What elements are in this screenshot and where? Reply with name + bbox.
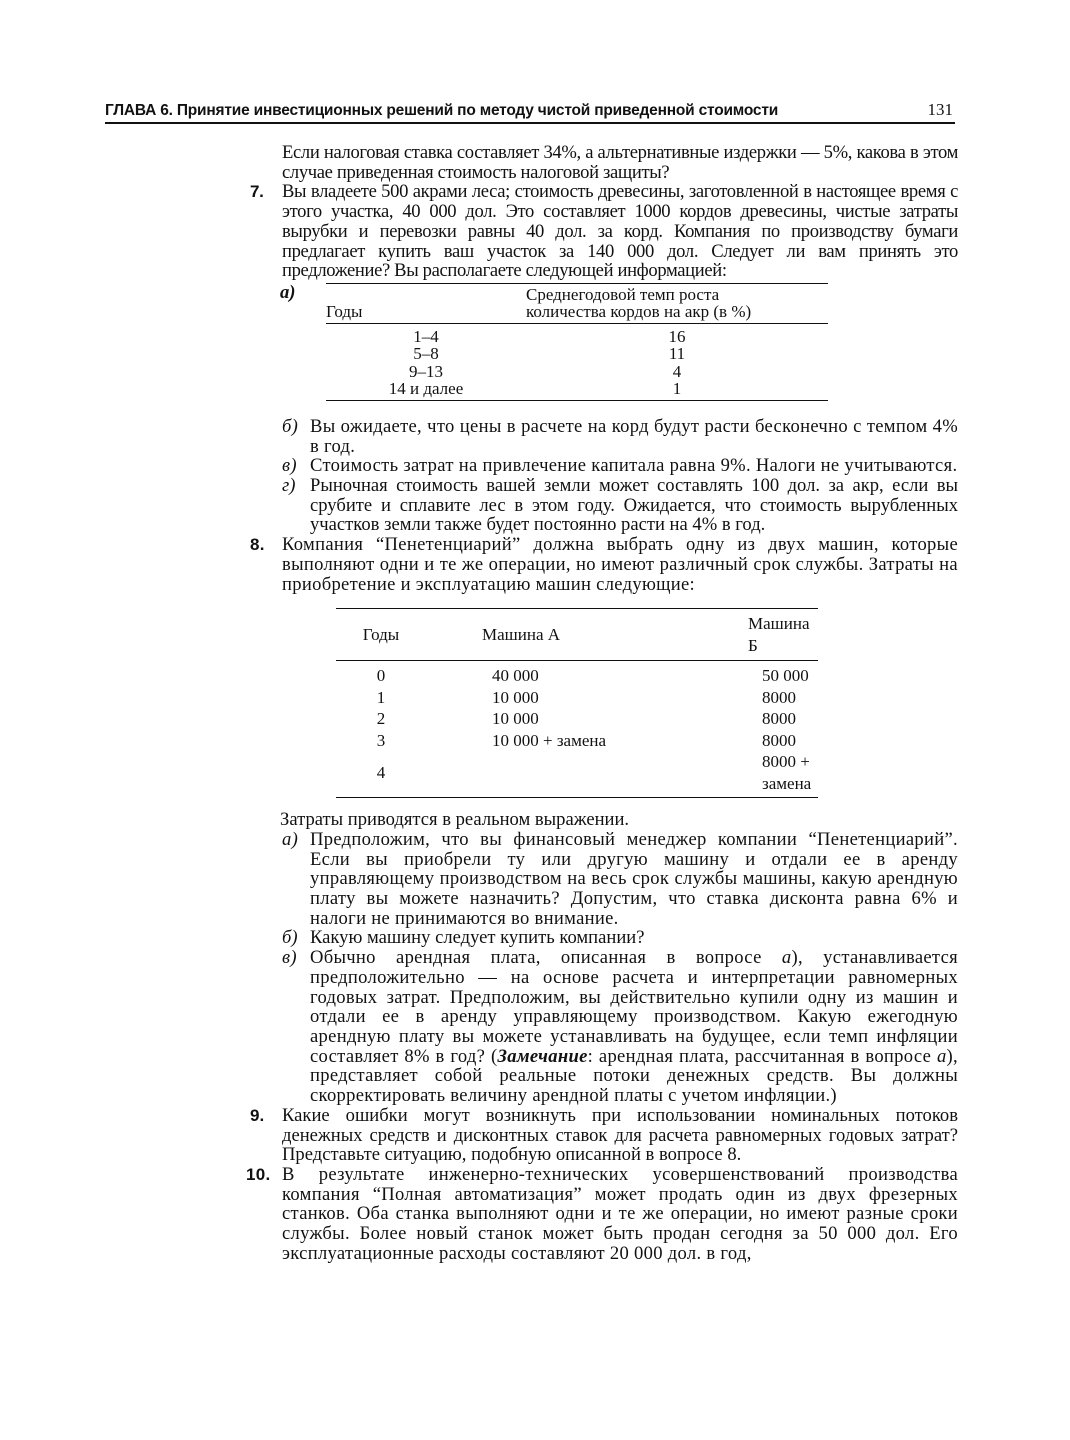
question-9 xyxy=(252,1106,958,1165)
machine-b-cell: 8000 xyxy=(762,687,796,707)
year-cell: 3 xyxy=(376,730,386,750)
sub-text: Какую машину следует купить компании? xyxy=(310,927,645,949)
q8-machine-table xyxy=(336,608,818,798)
table-header-years: Годы xyxy=(326,283,526,323)
table-row xyxy=(326,345,828,363)
question-text: Компания “Пенетенциарий” должна выбрать одну из двух машин, которые выполняют одни и те же операции, но имеют различный срок службы. Затраты на приобретение и эксплуатацию машин следующие: xyxy=(282,534,958,595)
page-header xyxy=(105,100,955,124)
machine-a-cell: 40 000 xyxy=(492,666,539,686)
q7-c xyxy=(252,456,958,476)
years-cell: 5–8 xyxy=(413,344,439,364)
sub-text-part: : арендная плата, рассчитанная в вопросе xyxy=(587,1045,937,1067)
question-number: 7. xyxy=(250,182,264,202)
table-row xyxy=(336,730,818,752)
question-text: Вы владеете 500 акрами леса; стоимость древесины, заготовленной в настоящее время с этого участка, 40 000 дол. Это составляет 1000 кордов древесины, чистые затраты вырубки и перевозки равны 40 дол. за корд. Компания по производству бумаги предлагает купить ваш участок за 140 000 дол. Следует ли вам принять это предложение? Вы располагаете следующей информацией: xyxy=(282,181,958,282)
table-header-years: Годы xyxy=(336,609,426,661)
sub-label: в) xyxy=(282,455,297,477)
machine-a-cell xyxy=(426,751,662,798)
sub-label: б) xyxy=(282,927,298,949)
sub-label: а) xyxy=(282,828,299,850)
page-number: 131 xyxy=(927,100,953,119)
q7-table-block xyxy=(252,283,958,401)
table-header-rate-line1: Среднегодовой темп роста xyxy=(526,284,720,304)
machine-b-cell: 50 000 xyxy=(762,666,809,686)
year-cell: 2 xyxy=(376,709,386,729)
q7-a-label: а) xyxy=(280,281,296,303)
year-cell: 0 xyxy=(376,666,386,686)
machine-a-cell: 10 000 xyxy=(492,709,539,729)
machine-b-cell: 8000 xyxy=(762,709,796,729)
q8-c xyxy=(252,948,958,1106)
rate-cell: 1 xyxy=(526,380,828,400)
sub-text: Вы ожидаете, что цены в расчете на корд будут расти бесконечно с темпом 4% в год. xyxy=(310,415,958,457)
machine-b-cell: 8000 + замена xyxy=(662,751,818,798)
table-row xyxy=(326,323,828,345)
intro-paragraph: Если налоговая ставка составляет 34%, а альтернативные издержки — 5%, какова в этом случае приведенная стоимость налоговой защиты? xyxy=(282,142,958,183)
years-cell: 1–4 xyxy=(413,326,439,346)
q8-after-table: Затраты приводятся в реальном выражении. xyxy=(280,809,630,831)
question-8 xyxy=(252,535,958,594)
table-row xyxy=(326,363,828,381)
years-cell: 14 и далее xyxy=(326,380,526,400)
chapter-title: ГЛАВА 6. Принятие инвестиционных решений по методу чистой приведенной стоимости xyxy=(105,102,779,119)
sub-text-part: Обычно арендная плата, описанная в вопросе xyxy=(310,947,782,969)
q8-b xyxy=(252,928,958,948)
question-number: 8. xyxy=(250,535,265,555)
question-text: Какие ошибки могут возникнуть при использовании номинальных потоков денежных средств и дисконтных ставок для расчета равномерных годовых затрат? Представьте ситуацию, подобную описанной в вопросе 8. xyxy=(282,1104,958,1166)
table-header-rate-line2: количества кордов на акр (в %) xyxy=(526,302,752,322)
q7-d xyxy=(252,476,958,535)
question-number: 10. xyxy=(246,1164,271,1184)
table-row xyxy=(326,380,828,400)
sub-text: Стоимость затрат на привлечение капитала равна 9%. Налоги не учитываются. xyxy=(310,455,958,477)
question-text: В результате инженерно-технических усовершенствований производства компания “Полная автоматизация” может продать один из двух фрезерных станков. Оба станка выполняют одни и те же операции, но имеют разные сроки службы. Более новый станок может быть продан сегодня за 50 000 дол. Его эксплуатационные расходы составляют 20 000 дол. в год, xyxy=(282,1163,958,1264)
sub-text: Предположим, что вы финансовый менеджер компании “Пенетенциарий”. Если вы приобрели ту или другую машину и отдали ее в аренду управляющему производством на весь срок службы машины, какую арендную плату вы можете назначить? Допустим, что ставка дисконта равна 6% и налоги не принимаются во внимание. xyxy=(310,828,958,929)
ref-italic: а xyxy=(936,1045,947,1067)
years-cell: 9–13 xyxy=(409,361,443,381)
table-header-machine-a: Машина А xyxy=(426,609,662,661)
page-body xyxy=(246,142,958,1264)
machine-a-cell: 10 000 xyxy=(492,687,539,707)
sub-label: б) xyxy=(282,415,299,437)
question-10 xyxy=(246,1163,958,1264)
table-row xyxy=(336,708,818,730)
table-row xyxy=(336,751,818,798)
sub-text: Рыночная стоимость вашей земли может составлять 100 дол. за акр, если вы срубите и сплавите лес в этом году. Ожидается, что стоимость вырубленных участков земли также будет постоянно расти на 4% в год. xyxy=(310,475,958,536)
sub-text-part: ), устанавливается предположительно — на основе расчета и интерпретации равномерных годовых затрат. Предположим, вы действительно купили одну из машин и отдали ее в аренду управляющему производством. Какую ежегодную арендную плату вы можете устанавливать на будущее, если темп инфляции составляет 8% в год? ( xyxy=(310,947,958,1067)
year-cell: 1 xyxy=(376,687,386,707)
rate-cell: 16 xyxy=(668,326,686,346)
q7-b xyxy=(252,417,958,456)
note-label: Замечание xyxy=(497,1045,588,1067)
rate-cell: 4 xyxy=(672,361,682,381)
q7-growth-table xyxy=(326,283,828,401)
table-row xyxy=(336,687,818,709)
question-7 xyxy=(252,182,958,281)
machine-a-cell: 10 000 + замена xyxy=(492,730,607,750)
year-cell: 4 xyxy=(336,751,426,798)
table-header-machine-b: Машина Б xyxy=(662,609,818,661)
question-number: 9. xyxy=(250,1105,265,1125)
ref-italic: а xyxy=(781,947,792,969)
sub-text-part: ), представляет собой реальные потоки денежных средств. Вы должны скорректировать величину арендной платы с учетом инфляции.) xyxy=(310,1045,958,1107)
rate-cell: 11 xyxy=(668,344,686,364)
machine-b-cell: 8000 xyxy=(762,730,796,750)
table-header-rate xyxy=(526,283,828,323)
q8-a xyxy=(252,830,958,929)
table-row xyxy=(336,661,818,687)
sub-label: г) xyxy=(282,475,296,497)
sub-label: в) xyxy=(282,947,297,969)
